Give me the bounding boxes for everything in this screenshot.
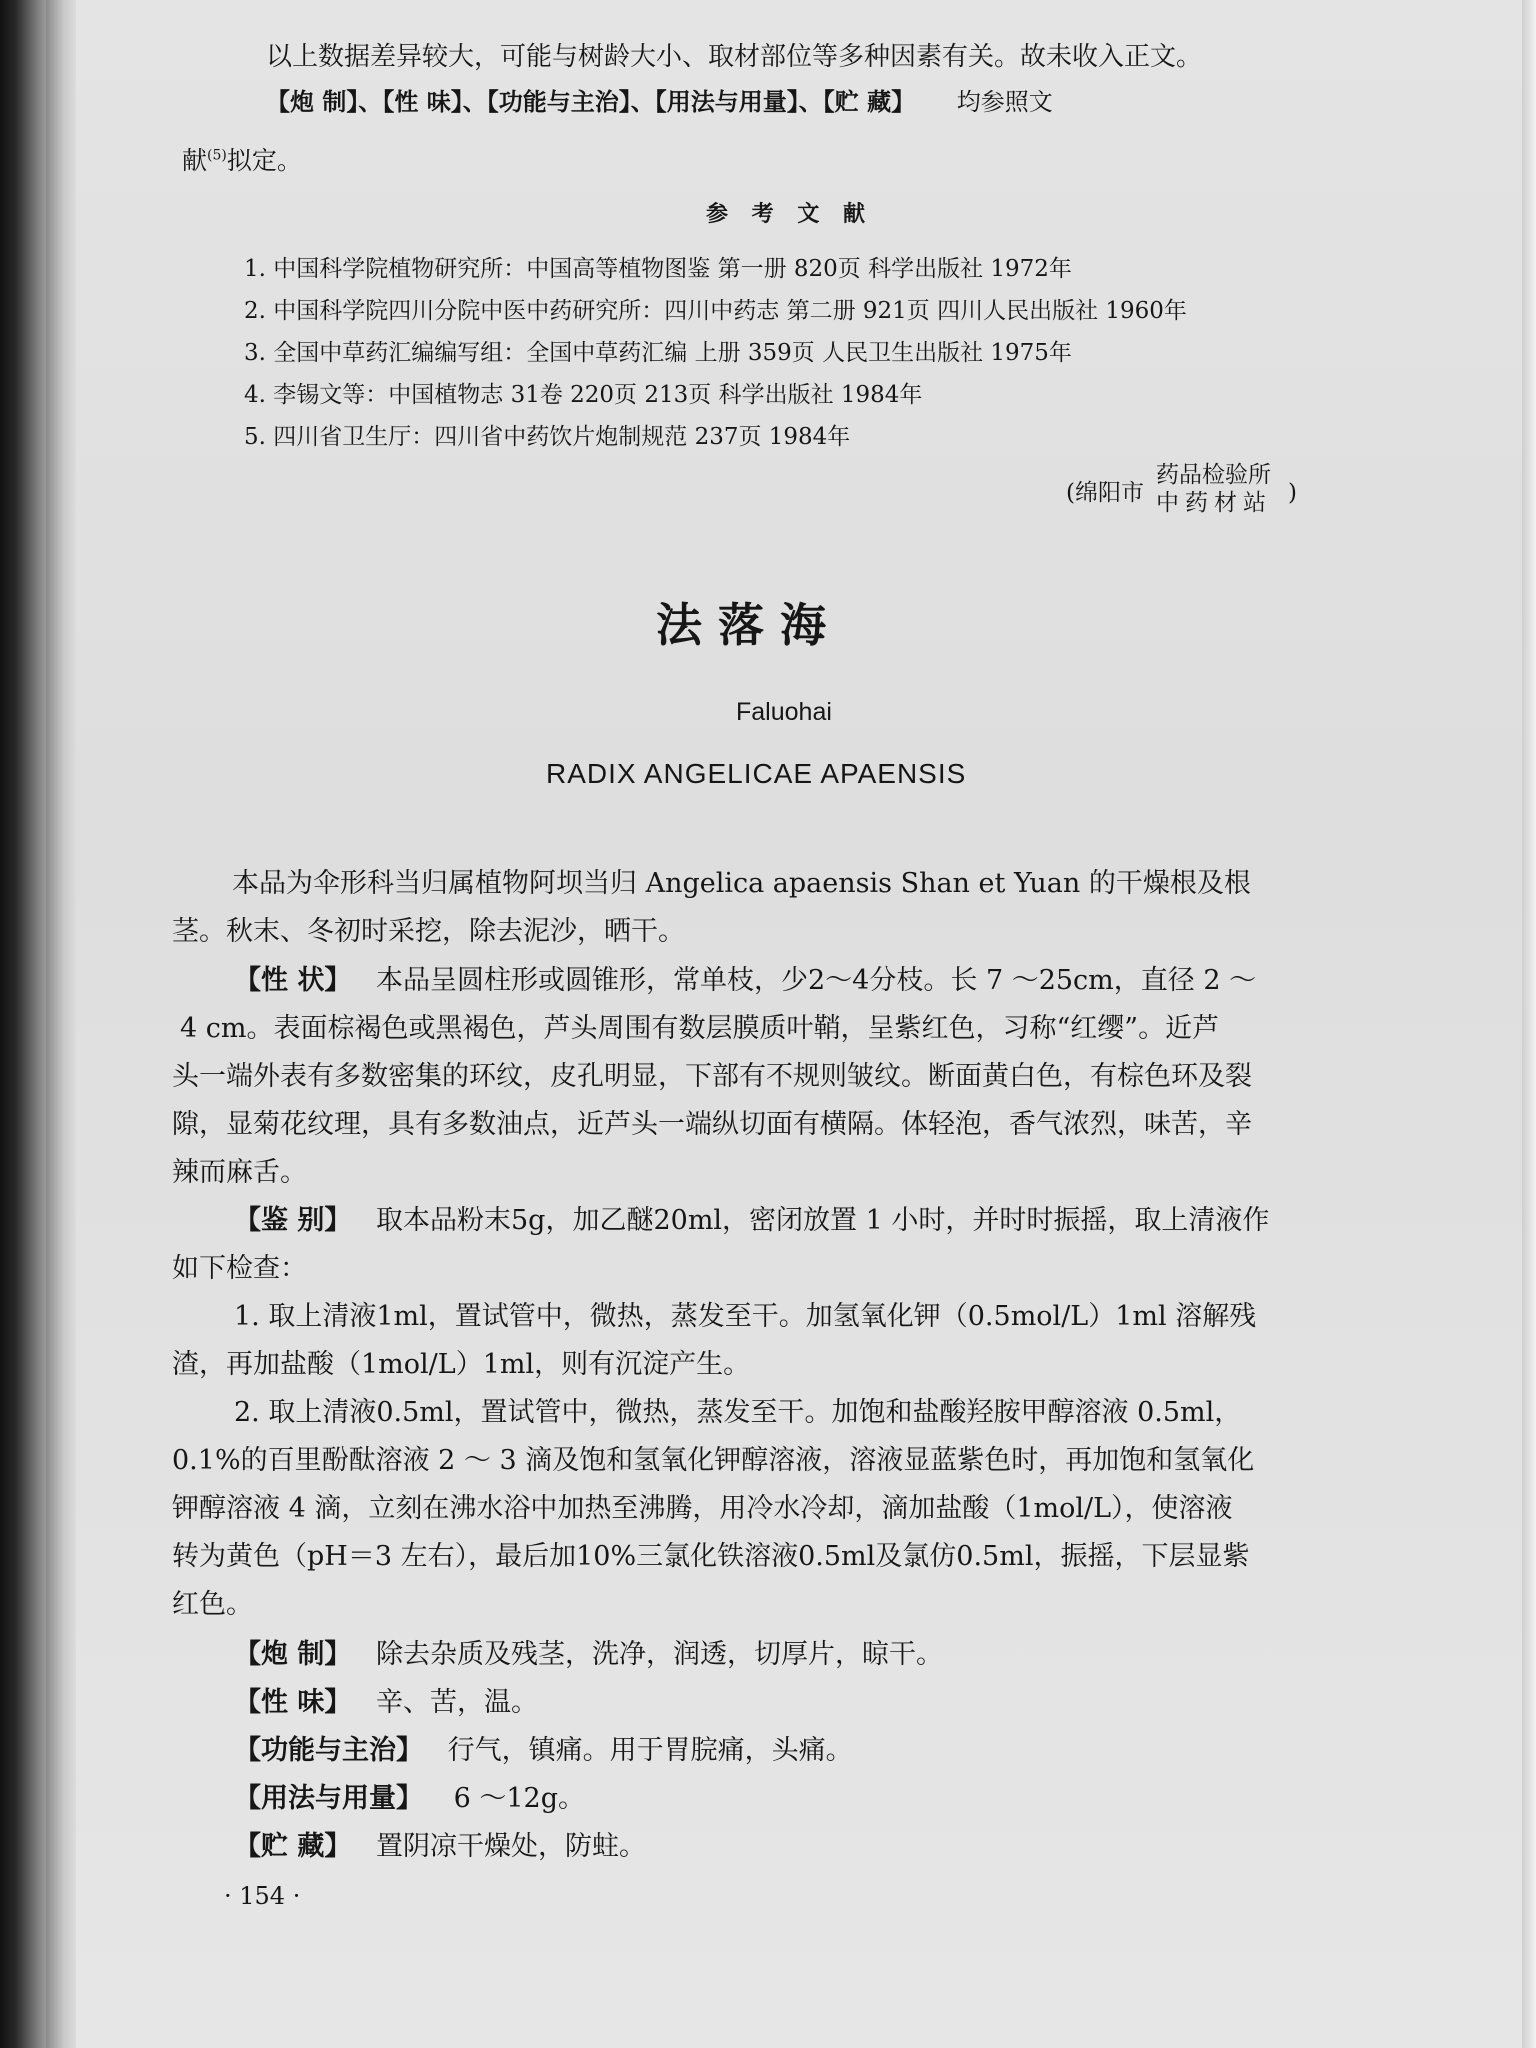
body-line: 茎。秋末、冬初时采挖，除去泥沙，晒干。 xyxy=(172,916,685,947)
body-line: 2. 取上清液0.5ml，置试管中，微热，蒸发至干。加饱和盐酸羟胺甲醇溶液 0.5ml， xyxy=(234,1397,1242,1428)
intro-line-1: 以上数据差异较大，可能与树龄大小、取材部位等多种因素有关。故未收入正文。 xyxy=(266,42,1203,72)
body-text: 6 ～12g。 xyxy=(453,1783,585,1814)
body-line-paozhi xyxy=(234,1641,943,1668)
body-line: 辣而麻舌。 xyxy=(172,1157,307,1188)
body-line: 转为黄色（pH＝3 左右），最后加10%三氯化铁溶液0.5ml及氯仿0.5ml，振摇，下层显紫 xyxy=(172,1541,1250,1572)
body-text: 置阴凉干燥处，防蛀。 xyxy=(376,1831,646,1862)
body-line-gongneng xyxy=(234,1737,853,1764)
entry-latin-name: RADIX ANGELICAE APAENSIS xyxy=(546,758,967,789)
section-label-yongfa: 【用法与用量】 xyxy=(234,1783,423,1814)
intro-line-2 xyxy=(266,90,1053,114)
reference-item: 2. 中国科学院四川分院中医中药研究所：四川中药志 第二册 921页 四川人民出版社 1960年 xyxy=(244,298,1187,324)
author-institute-1: 药品检验所 xyxy=(1156,462,1271,488)
intro-line-3 xyxy=(182,148,302,173)
body-text: 辛、苦，温。 xyxy=(376,1687,538,1718)
body-text: 行气，镇痛。用于胃脘痛，头痛。 xyxy=(447,1735,853,1766)
body-line-xingwei xyxy=(234,1689,538,1716)
body-line: 0.1%的百里酚酞溶液 2 ～ 3 滴及饱和氢氧化钾醇溶液，溶液显蓝紫色时，再加饱和氢氧化 xyxy=(172,1445,1255,1476)
reference-item: 1. 中国科学院植物研究所：中国高等植物图鉴 第一册 820页 科学出版社 1972年 xyxy=(244,256,1072,282)
section-label-xingzhuang: 【性 状】 xyxy=(234,965,352,996)
section-label-gongneng: 【功能与主治】 xyxy=(234,1735,423,1766)
body-line: 头一端外表有多数密集的环纹，皮孔明显，下部有不规则皱纹。断面黄白色，有棕色环及裂 xyxy=(172,1061,1252,1092)
body-line: 红色。 xyxy=(172,1589,253,1620)
body-line: 隙，显菊花纹理，具有多数油点，近芦头一端纵切面有横隔。体轻泡，香气浓烈，味苦，辛 xyxy=(172,1109,1252,1140)
body-line: 如下检查： xyxy=(172,1253,307,1284)
intro-line-3-post: 拟定。 xyxy=(226,146,302,175)
body-text: 除去杂质及残茎，洗净，润透，切厚片，晾干。 xyxy=(376,1639,943,1670)
reference-item: 4. 李锡文等：中国植物志 31卷 220页 213页 科学出版社 1984年 xyxy=(244,382,923,408)
page-number: · 154 · xyxy=(224,1882,301,1910)
citation-superscript: (5) xyxy=(207,147,227,164)
body-line: 本品为伞形科当归属植物阿坝当归 Angelica apaensis Shan et Yuan 的干燥根及根 xyxy=(232,868,1251,899)
book-page xyxy=(76,0,1522,2048)
body-text: 取本品粉末5g，加乙醚20ml，密闭放置 1 小时，并时时振摇，取上清液作 xyxy=(376,1205,1270,1236)
body-line: 4 cm。表面棕褐色或黑褐色，芦头周围有数层膜质叶鞘，呈紫红色，习称“红缨”。近芦 xyxy=(180,1013,1220,1044)
book-spine-shadow xyxy=(0,0,46,2048)
section-label-xingwei: 【性 味】 xyxy=(234,1687,352,1718)
intro-line-2-text: 均参照文 xyxy=(956,88,1053,116)
references-heading: 参 考 文 献 xyxy=(706,202,873,227)
body-line-yongfa xyxy=(234,1785,585,1812)
body-line: 钾醇溶液 4 滴，立刻在沸水浴中加热至沸腾，用冷水冷却，滴加盐酸（1mol/L），使溶液 xyxy=(172,1493,1233,1524)
body-line-zhucang xyxy=(234,1833,646,1860)
page-stack-edge xyxy=(46,0,76,2048)
intro-section-labels: 【炮 制】、【性 味】、【功能与主治】、【用法与用量】、【贮 藏】 xyxy=(266,88,916,116)
body-text: 本品呈圆柱形或圆锥形，常单枝，少2～4分枝。长 7 ～25cm，直径 2 ～ xyxy=(376,965,1257,996)
section-label-zhucang: 【贮 藏】 xyxy=(234,1831,352,1862)
author-attribution xyxy=(1066,462,1406,526)
author-prefix: (绵阳市 xyxy=(1066,480,1144,506)
author-institute-2: 中药材站 xyxy=(1156,490,1272,516)
reference-item: 5. 四川省卫生厅：四川省中药饮片炮制规范 237页 1984年 xyxy=(244,424,851,450)
section-label-jianbie: 【鉴 别】 xyxy=(234,1205,352,1236)
page-right-edge xyxy=(1522,0,1536,2048)
body-line: 渣，再加盐酸（1mol/L）1ml，则有沉淀产生。 xyxy=(172,1349,751,1380)
body-line-jianbie xyxy=(234,1207,1269,1234)
section-label-paozhi: 【炮 制】 xyxy=(234,1639,352,1670)
reference-item: 3. 全国中草药汇编编写组：全国中草药汇编 上册 359页 人民卫生出版社 1975年 xyxy=(244,340,1072,366)
author-suffix: ) xyxy=(1288,480,1297,506)
body-line-xingzhuang xyxy=(234,967,1256,994)
entry-title: 法 落 海 xyxy=(656,598,827,652)
entry-pinyin: Faluohai xyxy=(736,698,832,726)
intro-line-3-pre: 献 xyxy=(182,146,208,175)
body-line: 1. 取上清液1ml，置试管中，微热，蒸发至干。加氢氧化钾（0.5mol/L）1ml 溶解残 xyxy=(234,1301,1257,1332)
